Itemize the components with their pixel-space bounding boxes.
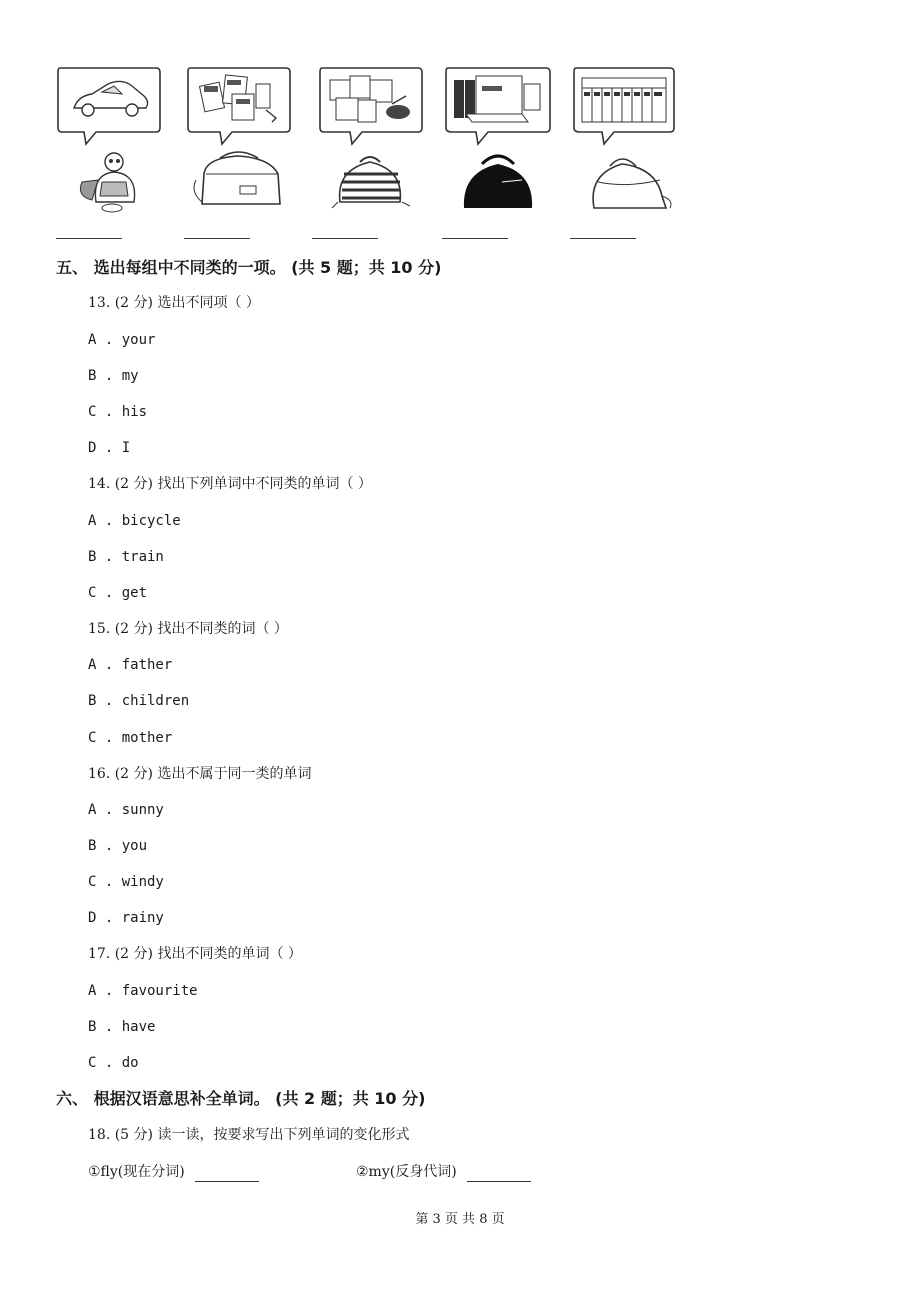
question-18-item-1 [88, 1162, 259, 1182]
q14-option-b[interactable]: B . train [88, 549, 164, 565]
q15-option-a[interactable]: A . father [88, 657, 173, 673]
picture-4 [442, 62, 554, 222]
picture-5 [570, 62, 682, 222]
answer-blank-1[interactable] [56, 238, 122, 239]
question-14-stem: 14. (2 分) 找出下列单词中不同类的单词（ ） [88, 476, 372, 492]
q16-option-a[interactable]: A . sunny [88, 802, 164, 818]
picture-2 [182, 62, 294, 222]
q13-option-d[interactable]: D . I [88, 440, 131, 456]
page-footer: 第 3 页 共 8 页 [415, 1212, 505, 1227]
q18-item-1-blank[interactable] [195, 1167, 259, 1182]
section-5-heading: 五、 选出每组中不同类的一项。 (共 5 题；共 10 分) [56, 258, 442, 277]
books-and-toy-icon [314, 62, 426, 222]
answer-blank-4[interactable] [442, 238, 508, 239]
answer-blank-5[interactable] [570, 238, 636, 239]
q13-option-b[interactable]: B . my [88, 368, 139, 384]
q17-option-c[interactable]: C . do [88, 1055, 139, 1071]
bookshelf-icon [570, 62, 682, 222]
q14-option-c[interactable]: C . get [88, 585, 148, 601]
books-icon [182, 62, 294, 222]
q13-option-a[interactable]: A . your [88, 332, 156, 348]
question-16-stem: 16. (2 分) 选出不属于同一类的单词 [88, 766, 312, 782]
picture-row [52, 62, 692, 222]
books-and-box-icon [442, 62, 554, 222]
answer-blank-2[interactable] [184, 238, 250, 239]
q13-option-c[interactable]: C . his [88, 404, 148, 420]
car-icon [52, 62, 164, 222]
q16-option-b[interactable]: B . you [88, 838, 148, 854]
question-13-stem: 13. (2 分) 选出不同项（ ） [88, 295, 260, 311]
answer-blank-3[interactable] [312, 238, 378, 239]
q18-item-2-blank[interactable] [467, 1167, 531, 1182]
q17-option-b[interactable]: B . have [88, 1019, 156, 1035]
question-15-stem: 15. (2 分) 找出不同类的词（ ） [88, 621, 288, 637]
question-18-stem: 18. (5 分) 读一读，按要求写出下列单词的变化形式 [88, 1127, 410, 1143]
q14-option-a[interactable]: A . bicycle [88, 513, 181, 529]
section-6-heading: 六、 根据汉语意思补全单词。 (共 2 题；共 10 分) [56, 1089, 426, 1108]
q16-option-d[interactable]: D . rainy [88, 910, 164, 926]
q15-option-b[interactable]: B . children [88, 693, 190, 709]
q16-option-c[interactable]: C . windy [88, 874, 164, 890]
q17-option-a[interactable]: A . favourite [88, 983, 198, 999]
question-18-item-2 [356, 1162, 531, 1182]
picture-3 [314, 62, 426, 222]
picture-answer-blanks [56, 228, 656, 248]
question-17-stem: 17. (2 分) 找出不同类的单词（ ） [88, 946, 302, 962]
picture-1 [52, 62, 164, 222]
q18-item-2-label: ②my(反身代词) [356, 1164, 457, 1180]
q15-option-c[interactable]: C . mother [88, 730, 173, 746]
q18-item-1-label: ①fly(现在分词) [88, 1164, 185, 1180]
